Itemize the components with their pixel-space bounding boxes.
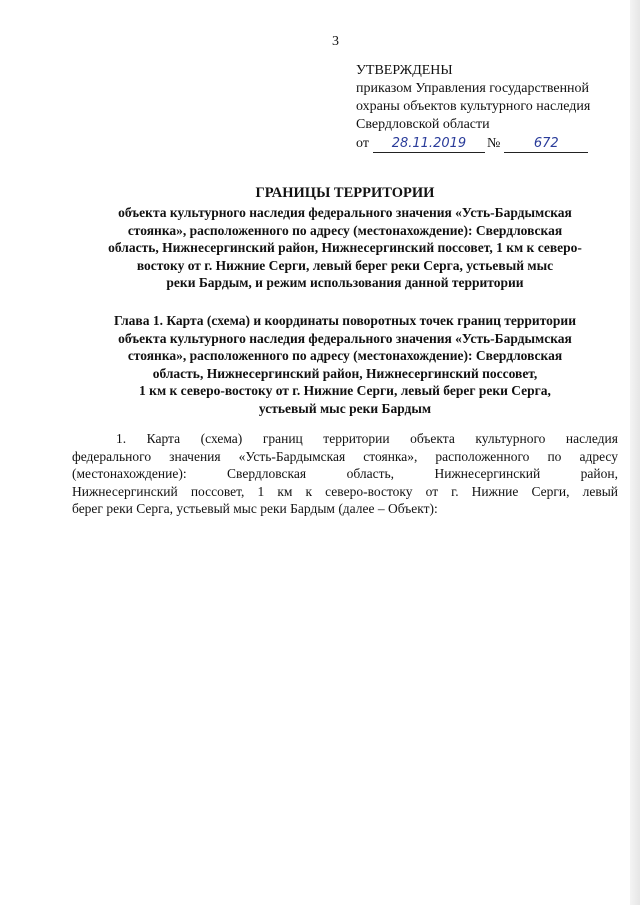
chapter-line: Глава 1. Карта (схема) и координаты поворотных точек границ территории <box>114 313 576 328</box>
chapter-line: устьевый мыс реки Бардым <box>258 400 432 416</box>
from-label: от <box>356 136 369 151</box>
subtitle-line: реки Бардым, и режим использования данной территории <box>166 275 524 290</box>
chapter-line: объекта культурного наследия федерального значения «Усть-Бардымская <box>118 330 572 346</box>
chapter-heading <box>70 312 620 417</box>
paragraph-line: Нижнесергинский поссовет, 1 км к северо-востоку от г. Нижние Серги, левый <box>72 483 618 499</box>
paragraph-line: (местонахождение): Свердловская область, Нижнесергинский район, <box>72 466 618 481</box>
approval-block <box>356 62 626 153</box>
document-subtitle <box>70 204 620 292</box>
paragraph-line: 1. Карта (схема) границ территории объекта культурного наследия <box>116 431 618 446</box>
page-number: 3 <box>332 34 339 49</box>
chapter-line: область, Нижнесергинский район, Нижнесергинский поссовет, <box>152 365 538 381</box>
subtitle-line: область, Нижнесергинский район, Нижнесергинский поссовет, 1 км к северо- <box>108 240 582 255</box>
handwritten-date: 28.11.2019 <box>373 136 485 153</box>
subtitle-line: объекта культурного наследия федерального значения «Усть-Бардымская <box>118 205 572 220</box>
scan-edge <box>630 0 640 905</box>
subtitle-line: стоянка», расположенного по адресу (местонахождение): Свердловская <box>127 222 563 238</box>
number-label: № <box>486 136 501 151</box>
paragraph-1 <box>72 430 618 518</box>
handwritten-number: 672 <box>504 136 588 153</box>
subtitle-line: востоку от г. Нижние Серги, левый берег реки Серга, устьевый мыс <box>136 257 554 273</box>
paragraph-line: берег реки Серга, устьевый мыс реки Бардым (далее – Объект): <box>72 501 438 516</box>
approval-line-1: приказом Управления государственной <box>356 81 590 96</box>
document-title: ГРАНИЦЫ ТЕРРИТОРИИ <box>255 185 435 201</box>
paragraph-line: федерального значения «Усть-Бардымская стоянка», расположенного по адресу <box>72 448 618 464</box>
chapter-line: стоянка», расположенного по адресу (местонахождение): Свердловская <box>127 348 563 363</box>
approval-heading: УТВЕРЖДЕНЫ <box>356 63 453 78</box>
approval-line-3: Свердловской области <box>356 117 490 132</box>
order-line <box>356 135 626 153</box>
chapter-line: 1 км к северо-востоку от г. Нижние Серги, левый берег реки Серга, <box>139 383 551 398</box>
approval-line-2: охраны объектов культурного наследия <box>356 99 591 114</box>
